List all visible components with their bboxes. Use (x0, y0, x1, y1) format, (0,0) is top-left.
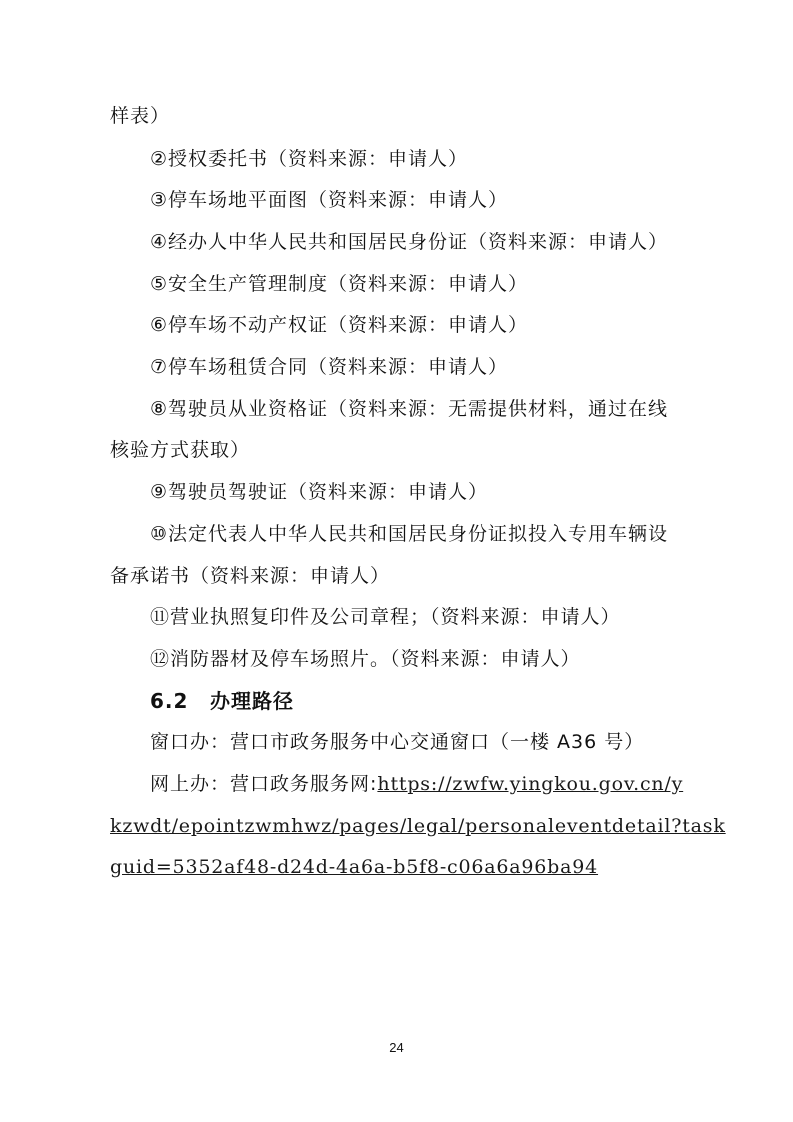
list-item: ⑪营业执照复印件及公司章程；（资料来源：申请人） (150, 606, 621, 628)
list-item: ⑦停车场租赁合同（资料来源：申请人） (150, 356, 509, 378)
online-label: 网上办：营口政务服务网: (150, 773, 378, 795)
text-line: 样表） (110, 105, 171, 127)
url-continuation (110, 811, 726, 841)
list-item: ⑩法定代表人中华人民共和国居民身份证拟投入专用车辆设 (150, 523, 669, 545)
service-url-link[interactable]: https://zwfw.yingkou.gov.cn/y (377, 773, 684, 795)
service-url-link[interactable]: kzwdt/epointzwmhwz/pages/legal/personaleventdetail?task (110, 815, 726, 837)
page-number: 24 (389, 1040, 404, 1055)
list-item: ④经办人中华人民共和国居民身份证（资料来源：申请人） (150, 231, 669, 253)
section-number: 6.2 (150, 689, 189, 713)
list-item: ②授权委托书（资料来源：申请人） (150, 148, 469, 170)
section-heading (150, 686, 294, 716)
url-continuation (110, 852, 598, 882)
list-item: ⑥停车场不动产权证（资料来源：申请人） (150, 314, 529, 336)
list-item-continuation: 备承诺书（资料来源：申请人） (110, 565, 391, 587)
list-item: ⑫消防器材及停车场照片。（资料来源：申请人） (150, 648, 581, 670)
list-item: ⑧驾驶员从业资格证（资料来源：无需提供材料，通过在线 (150, 398, 669, 420)
list-item: ③停车场地平面图（资料来源：申请人） (150, 189, 509, 211)
section-title: 办理路径 (210, 689, 294, 713)
list-item: ⑨驾驶员驾驶证（资料来源：申请人） (150, 481, 489, 503)
online-office-line (150, 769, 683, 799)
window-office-line: 窗口办：营口市政务服务中心交通窗口（一楼 A36 号） (150, 731, 645, 753)
list-item: ⑤安全生产管理制度（资料来源：申请人） (150, 273, 529, 295)
list-item-continuation: 核验方式获取） (110, 439, 251, 461)
service-url-link[interactable]: guid=5352af48-d24d-4a6a-b5f8-c06a6a96ba94 (110, 856, 599, 878)
